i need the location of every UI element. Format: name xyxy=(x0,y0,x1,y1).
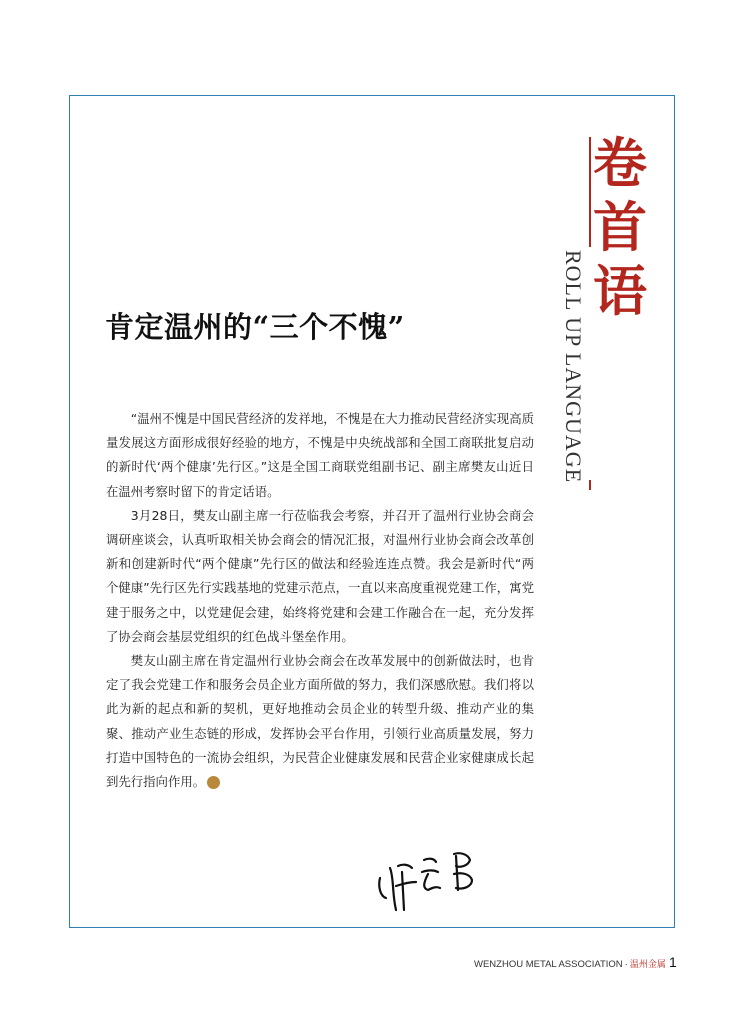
end-mark-icon: 会 xyxy=(207,776,220,789)
section-title-en: ROLL UP LANGUAGE xyxy=(561,250,586,484)
paragraph-1: “温州不愧是中国民营经济的发祥地，不愧是在大力推动民营经济实现高质量发展这方面形成很好经验的地方，不愧是中央统战部和全国工商联批复启动的新时代‘两个健康’先行区。”这是全国工商联党组副书记、副主席樊友山近日在温州考察时留下的肯定话语。 xyxy=(106,411,534,499)
footer-publication xyxy=(474,957,666,970)
section-title-char-1: 卷 xyxy=(593,132,647,195)
footer-publication-en: WENZHOU METAL ASSOCIATION xyxy=(474,959,623,970)
handwritten-signature xyxy=(372,838,490,920)
paragraph-2: 3月28日，樊友山副主席一行莅临我会考察，并召开了温州行业协会商会调研座谈会，认真听取相关协会商会的情况汇报，对温州行业协会商会改革创新和创建新时代“两个健康”先行区的做法和经验连连点赞。我会是新时代“两个健康”先行区先行实践基地的党建示范点，一直以来高度重视党建工作，寓党建于服务之中，以党建促会建，始终将党建和会建工作融合在一起，充分发挥了协会商会基层党组织的红色战斗堡垒作用。 xyxy=(106,507,534,644)
page-number: 1 xyxy=(669,954,677,970)
paragraph-3 xyxy=(106,649,534,794)
article-body xyxy=(106,407,534,794)
section-title-char-3: 语 xyxy=(593,260,647,323)
article-title: 肯定温州的“三个不愧” xyxy=(105,310,405,344)
section-title-cn xyxy=(590,132,650,324)
footer-publication-cn: 温州金属 xyxy=(629,960,666,970)
paragraph-3-text: 樊友山副主席在肯定温州行业协会商会在改革发展中的创新做法时，也肯定了我会党建工作和服务会员企业方面所做的努力，我们深感欣慰。我们将以此为新的起点和新的契机，更好地推动会员企业的转型升级、推动产业的集聚、推动产业生态链的形成，发挥协会平台作用，引领行业高质量发展，努力打造中国特色的一流协会组织，为民营企业健康发展和民营企业家健康成长起到先行指向作用。 xyxy=(106,653,534,790)
footer-separator: · xyxy=(624,959,628,970)
section-rule-lower xyxy=(589,480,591,490)
section-title-char-2: 首 xyxy=(593,196,647,259)
